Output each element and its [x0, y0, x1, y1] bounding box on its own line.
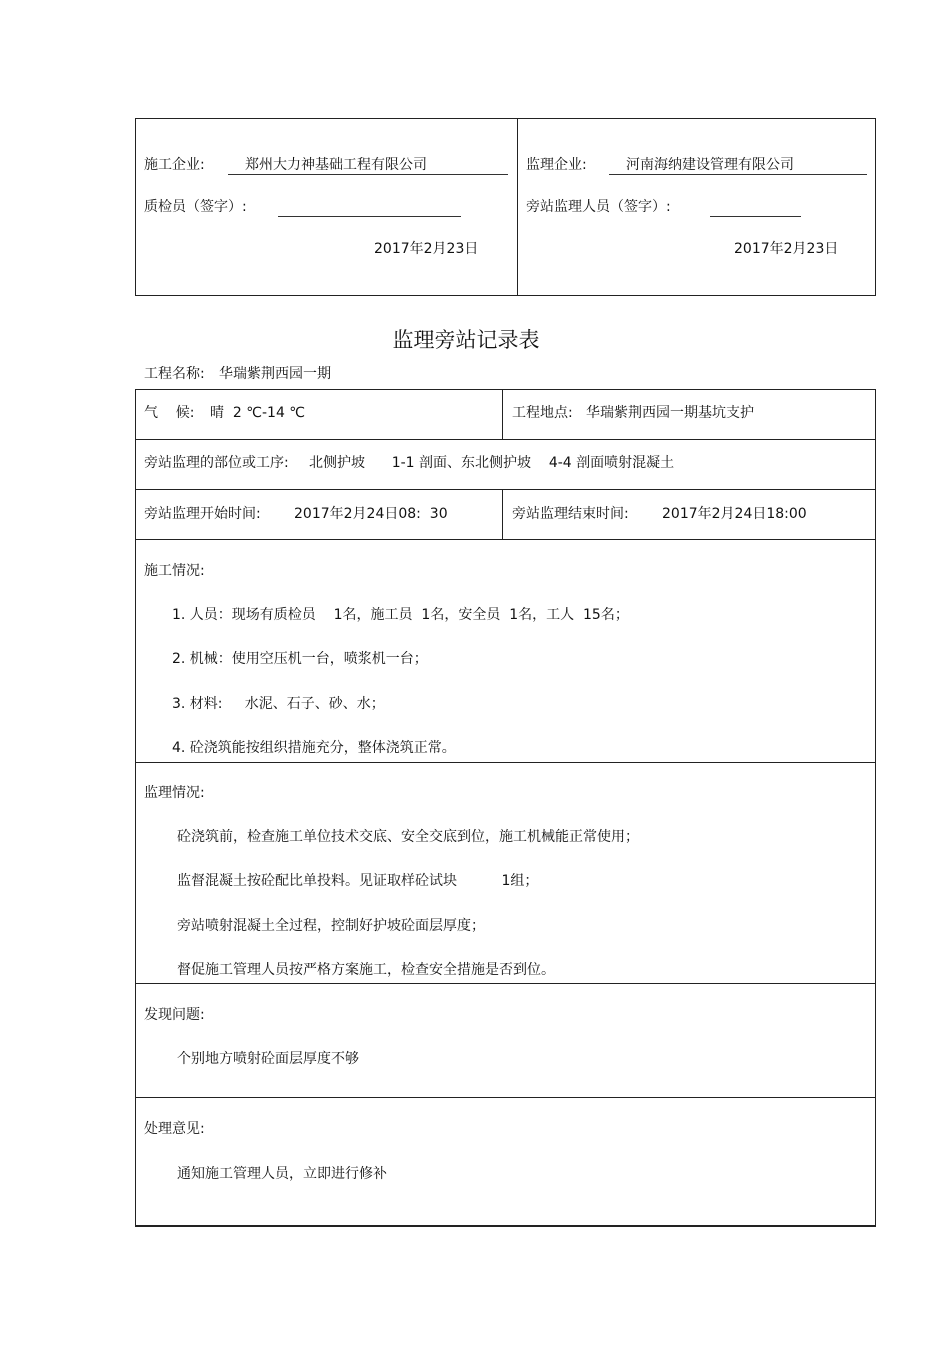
supervision-label: 监理情况: — [144, 785, 205, 801]
construction-item: 2. 机械：使用空压机一台，喷浆机一台； — [172, 651, 428, 667]
project-name: 华瑞紫荆西园一期 — [219, 366, 331, 382]
construction-item: 1. 人员：现场有质检员 1名，施工员 1名，安全员 1名，工人 15名； — [172, 607, 629, 623]
location-value: 华瑞紫荆西园一期基坑支护 — [586, 405, 754, 421]
start-label: 旁站监理开始时间: — [144, 506, 261, 522]
start-value: 2017年2月24日08: 30 — [294, 506, 448, 522]
row-divider — [135, 539, 876, 540]
contractor-label: 施工企业: — [144, 157, 205, 173]
opinion-text: 通知施工管理人员，立即进行修补 — [177, 1166, 387, 1182]
contractor-signature-line[interactable] — [278, 216, 461, 217]
supervision-item: 旁站喷射混凝土全过程，控制好护坡砼面层厚度； — [177, 918, 485, 934]
location-label: 工程地点: — [512, 405, 573, 421]
row-divider — [135, 983, 876, 984]
project-label: 工程名称: — [144, 366, 205, 382]
construction-item: 4. 砼浇筑能按组织措施充分，整体浇筑正常。 — [172, 740, 456, 756]
column-divider — [502, 489, 503, 539]
supervision-item: 砼浇筑前，检查施工单位技术交底、安全交底到位，施工机械能正常使用； — [177, 829, 639, 845]
contractor-date: 2017年2月23日 — [374, 241, 479, 257]
opinion-label: 处理意见: — [144, 1121, 205, 1137]
construction-item: 3. 材料: 水泥、石子、砂、水； — [172, 696, 385, 712]
signature-divider — [517, 118, 518, 296]
part-value: 北侧护坡 1-1 剖面、东北侧护坡 4-4 剖面喷射混凝土 — [309, 455, 675, 471]
supervision-item: 监督混凝土按砼配比单投料。见证取样砼试块 1组； — [177, 873, 539, 889]
end-label: 旁站监理结束时间: — [512, 506, 629, 522]
row-divider — [135, 762, 876, 763]
row-divider — [135, 439, 876, 440]
end-value: 2017年2月24日18:00 — [662, 506, 807, 522]
table-bottom-rule — [135, 1225, 876, 1227]
row-divider — [135, 1097, 876, 1098]
supervision-item: 督促施工管理人员按严格方案施工，检查安全措施是否到位。 — [177, 962, 555, 978]
problems-label: 发现问题: — [144, 1007, 205, 1023]
weather-label: 气 候: — [144, 405, 195, 421]
supervisor-signature-line[interactable] — [710, 216, 801, 217]
row-divider — [135, 489, 876, 490]
supervisor-underline — [609, 174, 867, 175]
supervisor-label: 监理企业: — [526, 157, 587, 173]
problems-text: 个别地方喷射砼面层厚度不够 — [177, 1051, 359, 1067]
weather-value: 晴 2 ℃-14 ℃ — [210, 405, 306, 421]
supervisor-date: 2017年2月23日 — [734, 241, 839, 257]
page-title: 监理旁站记录表 — [392, 328, 540, 352]
supervisor-inspector-label: 旁站监理人员（签字）: — [526, 199, 671, 215]
contractor-inspector-label: 质检员（签字）: — [144, 199, 247, 215]
column-divider — [502, 389, 503, 439]
part-label: 旁站监理的部位或工序: — [144, 455, 289, 471]
supervisor-name: 河南海纳建设管理有限公司 — [626, 157, 794, 173]
contractor-underline — [228, 174, 508, 175]
contractor-name: 郑州大力神基础工程有限公司 — [245, 157, 427, 173]
construction-label: 施工情况: — [144, 563, 205, 579]
